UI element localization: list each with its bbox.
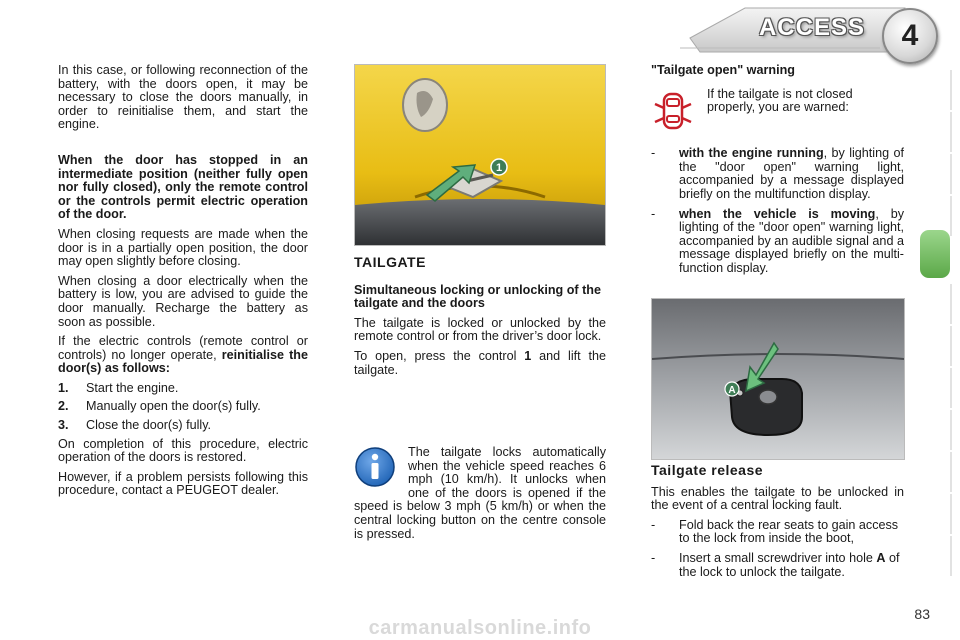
list-dash: -	[651, 517, 656, 532]
chapter-tabs	[926, 70, 950, 575]
release-step	[651, 519, 904, 546]
dealer-paragraph: However, if a problem persists following this procedure, contact a PEUGEOT dealer.	[58, 469, 308, 498]
step-text: Manually open the door(s) fully.	[86, 399, 261, 414]
middle-column	[354, 256, 606, 383]
list-dash: -	[651, 146, 656, 161]
chapter-number-badge: 4	[882, 8, 938, 64]
tailgate-control-photo	[354, 64, 606, 246]
warning-intro-row	[651, 88, 904, 138]
list-dash: -	[651, 206, 656, 221]
hole-label-a: A	[728, 385, 736, 396]
tailgate-heading: TAILGATE	[354, 254, 426, 270]
step-text: Start the engine.	[86, 380, 179, 395]
chapter-tab[interactable]	[926, 410, 952, 450]
chapter-tab[interactable]	[926, 284, 952, 324]
lock-housing	[730, 379, 802, 435]
rear-bumper	[355, 199, 605, 245]
step-number: 2.	[58, 399, 69, 414]
reinitialise-text: reinitialise the door(s) as follows:	[58, 347, 308, 376]
info-icon	[354, 446, 400, 492]
release-step	[651, 552, 904, 579]
step-item	[58, 382, 308, 396]
chapter-tab[interactable]	[926, 70, 952, 110]
tailgate-release-heading: Tailgate release	[651, 462, 764, 478]
warning-item	[651, 147, 904, 201]
chapter-tab[interactable]	[926, 536, 952, 576]
release-step-text-end: of the lock to unlock the tailgate.	[679, 550, 900, 579]
chapter-tab[interactable]	[926, 452, 952, 492]
warning-condition: when the vehicle is moving	[679, 206, 876, 221]
simultaneous-locking-heading: Simultaneous locking or unlocking of the tailgate and the doors	[354, 282, 601, 311]
chapter-tab[interactable]	[926, 326, 952, 366]
tailgate-lock-photo	[651, 298, 905, 460]
step-item	[58, 419, 308, 433]
warning-description: , by lighting of the "door open" warning light, accompanied by a message displayed briefly on the multifunction display.	[679, 146, 904, 201]
hole-reference: A	[876, 550, 886, 565]
intermediate-position-heading: When the door has stopped in an intermediate position (neither fully open nor fully closed), only the remote control or the controls permit electric operation of the door.	[58, 152, 308, 222]
open-text-end: and lift the tailgate.	[354, 348, 607, 377]
controls-text: If the electric controls (remote control or controls) no longer operate,	[58, 334, 308, 362]
watermark: carmanualsonline.info	[368, 617, 592, 639]
step-number: 3.	[58, 418, 69, 433]
control-label-1: 1	[495, 162, 503, 174]
step-number: 1.	[58, 380, 69, 395]
page-number: 83	[914, 606, 930, 622]
step-item	[58, 400, 308, 414]
intro-paragraph: In this case, or following reconnection of the battery, with the doors open, it may be necessary to close the doors manually, in order to reinitialise them, and start the engine.	[58, 63, 308, 132]
chapter-tab[interactable]	[926, 154, 952, 194]
tailgate-open-warning-heading: "Tailgate open" warning	[651, 63, 795, 77]
completion-paragraph: On completion of this procedure, electric operation of the doors is restored.	[58, 436, 308, 465]
release-paragraph: This enables the tailgate to be unlocked in the event of a central locking fault.	[651, 484, 904, 513]
warning-item	[651, 208, 904, 276]
battery-paragraph: When closing a door electrically when the battery is low, you are advised to guide the door manually. Recharge the battery as soon as possible.	[58, 273, 308, 329]
controls-paragraph	[58, 335, 308, 376]
open-text-start: To open, press the control	[354, 348, 517, 363]
step-text: Close the door(s) fully.	[86, 418, 212, 433]
info-text: The tailgate locks automatically when the vehicle speed reaches 6 mph (10 km/h). It unlocks when one of the doors is opened if the speed is below 3 mph (5 km/h) or when the central locking button on the centre console is pressed.	[354, 445, 606, 541]
release-step-text: Fold back the rear seats to gain access to the lock from inside the boot,	[679, 517, 899, 546]
open-paragraph	[354, 350, 606, 377]
chapter-tab[interactable]	[926, 112, 952, 152]
closing-paragraph: When closing requests are made when the door is in a partially open position, the door may open slightly before closing.	[58, 226, 308, 269]
chapter-title: ACCESS	[758, 14, 865, 41]
list-dash: -	[651, 550, 656, 565]
left-column	[58, 64, 308, 504]
door-open-warning-icon	[651, 88, 707, 138]
lock-illustration	[652, 299, 904, 459]
chapter-tab[interactable]	[926, 494, 952, 534]
chapter-tab-active[interactable]	[920, 230, 950, 278]
right-column	[651, 64, 904, 282]
info-note	[354, 446, 606, 547]
warning-condition: with the engine running	[679, 146, 824, 161]
release-step-text-start: Insert a small screwdriver into hole	[679, 550, 873, 565]
tailgate-release-section	[651, 464, 904, 585]
locked-paragraph: The tailgate is locked or unlocked by the remote control or from the driver’s door lock.	[354, 315, 606, 344]
warning-description: , by lighting of the "door open" warning light, accompanied by an audible signal and a message displayed briefly on the multi-function display.	[679, 206, 904, 275]
warning-intro-text: If the tailgate is not closed properly, you are warned:	[707, 86, 853, 115]
open-control-number: 1	[524, 348, 532, 363]
tailgate-illustration	[355, 65, 605, 245]
chapter-tab[interactable]	[926, 368, 952, 408]
